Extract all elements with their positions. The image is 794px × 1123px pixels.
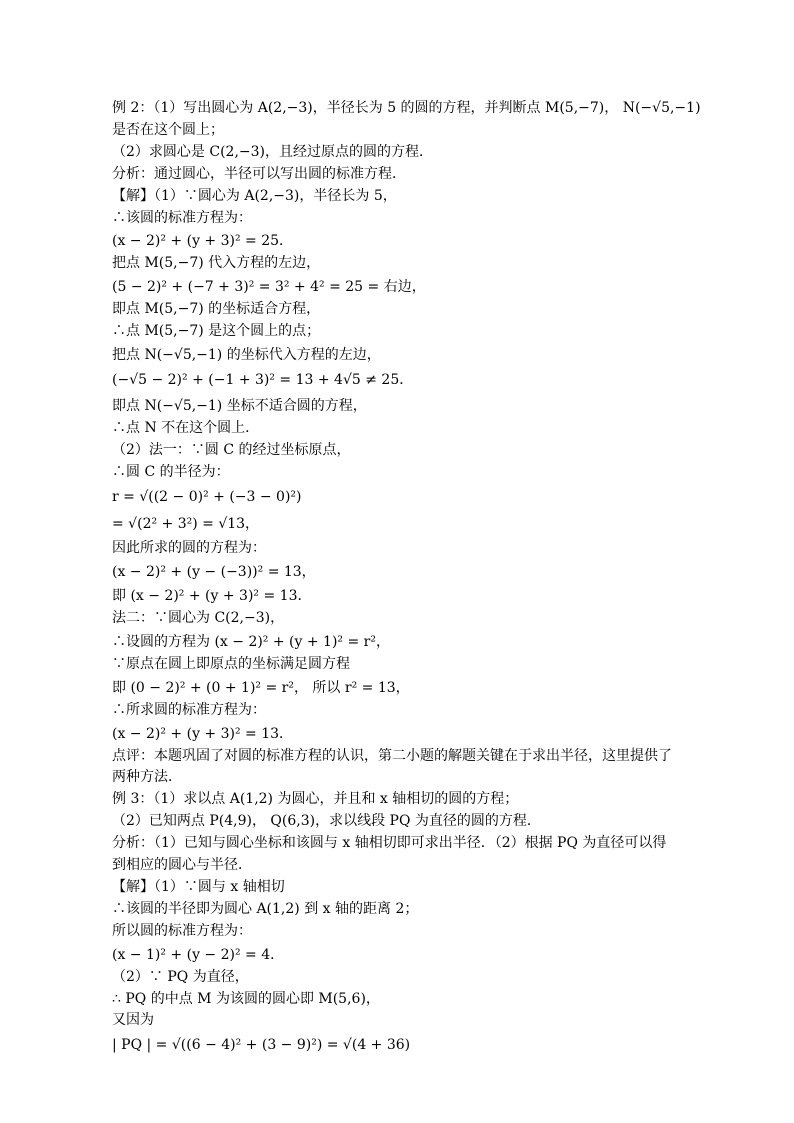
text-line: 法二：∵圆心为 C(2,−3)， bbox=[112, 609, 285, 626]
text-line: ∵原点在圆上即原点的坐标满足圆方程 bbox=[112, 655, 350, 672]
text-line: | PQ | = √((6 − 4)² + (3 − 9)²) = √(4 + 36) bbox=[112, 1037, 411, 1054]
text-line: 即点 M(5,−7) 的坐标适合方程， bbox=[112, 301, 321, 318]
text-line: （2）求圆心是 C(2,−3)，且经过原点的圆的方程． bbox=[112, 143, 433, 160]
text-line: (−√5 − 2)² + (−1 + 3)² = 13 + 4√5 ≠ 25． bbox=[112, 372, 414, 389]
text-line: 所以圆的标准方程为： bbox=[112, 922, 252, 939]
text-line: 即 (0 − 2)² + (0 + 1)² = r²， 所以 r² = 13， bbox=[112, 679, 410, 696]
document-body bbox=[112, 98, 702, 1059]
text-line: ∴该圆的标准方程为： bbox=[112, 209, 252, 226]
text-line: 是否在这个圆上； bbox=[112, 121, 224, 138]
text-line: ∴设圆的方程为 (x − 2)² + (y + 1)² = r²， bbox=[112, 633, 390, 650]
text-line: (x − 2)² + (y − (−3))² = 13， bbox=[112, 563, 316, 580]
text-line: ∴ PQ 的中点 M 为该圆的圆心即 M(5,6)， bbox=[112, 990, 380, 1007]
text-line: (x − 1)² + (y − 2)² = 4． bbox=[112, 946, 285, 963]
text-line: 点评：本题巩固了对圆的标准方程的认识，第二小题的解题关键在于求出半径，这里提供了 bbox=[112, 747, 672, 764]
text-line: ∴点 M(5,−7) 是这个圆上的点； bbox=[112, 323, 321, 340]
text-line: ∴点 N 不在这个圆上． bbox=[112, 420, 260, 437]
text-line: 分析：（1）已知与圆心坐标和该圆与 x 轴相切即可求出半径．（2）根据 PQ 为直径可以得 bbox=[112, 835, 667, 852]
text-line: 到相应的圆心与半径． bbox=[112, 857, 252, 874]
text-line: ∴圆 C 的半径为： bbox=[112, 463, 230, 480]
text-line: ∴所求圆的标准方程为： bbox=[112, 701, 266, 718]
text-line: （2）已知两点 P(4,9)， Q(6,3)，求以线段 PQ 为直径的圆的方程． bbox=[112, 813, 541, 830]
text-line: 两种方法． bbox=[112, 769, 182, 786]
text-line: r = √((2 − 0)² + (−3 − 0)²) bbox=[112, 488, 302, 505]
text-line: 把点 M(5,−7) 代入方程的左边， bbox=[112, 255, 321, 272]
text-line: (5 − 2)² + (−7 + 3)² = 3² + 4² = 25 = 右边， bbox=[112, 279, 426, 296]
text-line: 因此所求的圆的方程为： bbox=[112, 539, 266, 556]
text-line: 即点 N(−√5,−1) 坐标不适合圆的方程， bbox=[112, 398, 367, 415]
text-line: (x − 2)² + (y + 3)² = 25． bbox=[112, 233, 294, 250]
text-line: （2）∵ PQ 为直径， bbox=[112, 968, 249, 985]
text-line: 即 (x − 2)² + (y + 3)² = 13． bbox=[112, 587, 312, 604]
text-line: ∴该圆的半径即为圆心 A(1,2) 到 x 轴的距离 2； bbox=[112, 900, 419, 917]
text-line: = √(2² + 3²) = √13， bbox=[112, 515, 260, 532]
text-line: 【解】（1）∵圆与 x 轴相切 bbox=[112, 878, 285, 895]
text-line: （2）法一：∵圆 C 的经过坐标原点， bbox=[112, 442, 351, 459]
text-line: 例 2：（1）写出圆心为 A(2,−3)，半径长为 5 的圆的方程，并判断点 M(5,−7)， N(−√5,−1) bbox=[112, 100, 701, 116]
text-line: 把点 N(−√5,−1) 的坐标代入方程的左边， bbox=[112, 347, 381, 364]
text-line: 分析：通过圆心，半径可以写出圆的标准方程． bbox=[112, 165, 406, 182]
text-line: 例 3：（1）求以点 A(1,2) 为圆心，并且和 x 轴相切的圆的方程； bbox=[112, 791, 519, 808]
text-line: (x − 2)² + (y + 3)² = 13． bbox=[112, 725, 294, 742]
text-line: 【解】（1）∵圆心为 A(2,−3)，半径长为 5， bbox=[112, 187, 397, 204]
text-line: 又因为 bbox=[112, 1012, 154, 1029]
